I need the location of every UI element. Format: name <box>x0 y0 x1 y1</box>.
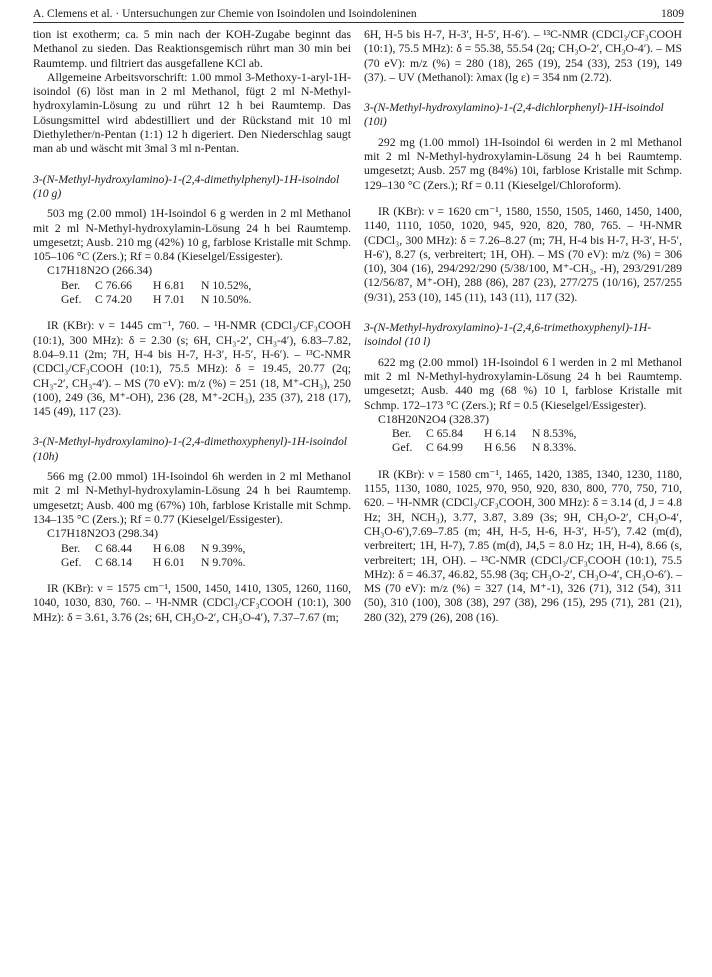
analysis-n: N 10.50%. <box>201 293 252 307</box>
analysis-n: N 9.70%. <box>201 555 246 569</box>
right-column <box>364 28 682 625</box>
analysis-c: C 68.44 <box>95 541 133 555</box>
analysis-label: Ber. <box>392 427 412 441</box>
analysis-c: C 76.66 <box>95 278 133 292</box>
analysis-row-gef <box>33 293 351 307</box>
formula-10h: C17H18N2O3 (298.34) <box>47 527 159 541</box>
analysis-label: Gef. <box>392 441 413 455</box>
paragraph-10l: 622 mg (2.00 mmol) 1H-Isoindol 6 l werden in 2 ml Methanol mit 2 ml N-Methyl-hydroxylamin-Lösung 24 h bei Raumtemp. umgesetzt; Ausb. 440 mg (68 %) 10 l, farblose Kristalle mit Schmp. 172–173 °C (Zers.); Rf = 0.5 (Kieselgel/Essigester). <box>364 355 682 412</box>
heading-10l: 3-(N-Methyl-hydroxylamino)-1-(2,4,6-trimethoxyphenyl)-1H-isoindol (10 l) <box>364 321 652 349</box>
analysis-label: Gef. <box>61 293 82 307</box>
analysis-row-ber <box>364 427 682 441</box>
heading-10i: 3-(N-Methyl-hydroxylamino)-1-(2,4-dichlorphenyl)-1H-isoindol (10i) <box>364 101 664 129</box>
analysis-10l <box>364 427 682 456</box>
analysis-label: Ber. <box>61 541 81 555</box>
analysis-n: N 10.52%, <box>201 278 252 292</box>
paragraph-10h-continuation: 6H, H-5 bis H-7, H-3′, H-5′, H-6′). – ¹³C-NMR (CDCl₃/CF₃COOH (10:1), 75.5 MHz): δ = 55.38, 55.54 (2q; CH₃O-2′, CH₃O-4′). – MS (70 eV): m/z (%) = 280 (18), 265 (19), 254 (33), 253 (19), 149 (37). – UV (Methanol): λmax (lg ε) = 354 nm (2.72). <box>364 28 682 84</box>
formula-10l: C18H20N2O4 (328.37) <box>378 412 490 426</box>
paragraph-10h-spectra: IR (KBr): ν = 1575 cm⁻¹, 1500, 1450, 1410, 1305, 1260, 1160, 1040, 1030, 830, 760. – ¹H-NMR (CDCl₃/CF₃COOH (10:1), 300 MHz): δ = 3.61, 3.76 (2s; 6H, CH₃O-2′, CH₃O-4′), 7.37–7.67 (m; <box>33 582 351 624</box>
analysis-label: Ber. <box>61 278 81 292</box>
formula-10g: C17H18N2O (266.34) <box>47 264 153 278</box>
analysis-h: H 7.01 <box>153 293 185 307</box>
analysis-row-gef <box>364 441 682 455</box>
analysis-h: H 6.08 <box>153 541 185 555</box>
running-title: A. Clemens et al. · Untersuchungen zur Chemie von Isoindolen und Isoindoleninen <box>33 8 417 20</box>
paragraph-10g-spectra: IR (KBr): ν = 1445 cm⁻¹, 760. – ¹H-NMR (CDCl₃/CF₃COOH (10:1), 300 MHz): δ = 2.30 (s; 6H, CH₃-2′, CH₃-4′), 6.83–7.82, 8.04–9.11 (2m; 7H, H-4 bis H-7, H-3′, H-5′, H-6′). – ¹³C-NMR (CDCl₃/CF₃COOH (10:1), 75.5 MHz): δ = 19.45, 20.77 (2q; CH₃-2′, CH₃-4′). – MS (70 eV): m/z (%) = 251 (18, M⁺-CH₃), 250 (100), 249 (36, M⁺-OH), 236 (28, M⁺-2CH₃), 235 (37), 218 (17), 145 (49), 117 (23). <box>33 319 351 419</box>
paragraph-10h: 566 mg (2.00 mmol) 1H-Isoindol 6h werden in 2 ml Methanol mit 2 ml N-Methyl-hydroxylamin-Lösung 24 h bei Raumtemp. umgesetzt; Ausb. 400 mg (67%) 10h, farblose Kristalle mit Schmp. 134–135 °C (Zers.); Rf = 0.77 (Kieselgel/Essigester). <box>33 470 351 526</box>
analysis-c: C 68.14 <box>95 555 133 569</box>
analysis-n: N 9.39%, <box>201 541 246 555</box>
left-column <box>33 28 351 625</box>
analysis-h: H 6.14 <box>484 427 516 441</box>
paragraph-10l-spectra: IR (KBr): ν = 1580 cm⁻¹, 1465, 1420, 1385, 1340, 1230, 1180, 1155, 1130, 1080, 1025, 970, 950, 920, 830, 800, 770, 750, 710, 620. – ¹H-NMR (CDCl₃/CF₃COOH, 300 MHz): δ = 3.14 (d, J = 4.8 Hz; 3H, NCH₃), 3.77, 3.87, 3.89 (3s; 9H, CH₃O-2′, CH₃O-4′, CH₃O-6′),7.69–7.85 (m; 4H, H-5, H-6, H-3′, H-5′), 7.42 (m(d), verbreitert; 1H, H-7), 7.85 (m(d), J4,5 = 8.0 Hz; 1H, H-4), 8.66 (s, verbreitert; 1H, OH). – ¹³C-NMR (CDCl₃/CF₃COOH (10:1), 75.5 MHz): δ = 46.37, 46.82, 55.98 (3q; CH₃O-2′, CH₃O-4′, CH₃O-6′). – MS (70 eV): m/z (%) = 327 (14, M⁺-1), 326 (71), 312 (54), 311 (50), 310 (100), 308 (38), 297 (38), 296 (15), 295 (71), 281 (21), 280 (32), 279 (26), 208 (16). <box>364 467 682 624</box>
page-number: 1809 <box>661 8 684 20</box>
paragraph-general-procedure: Allgemeine Arbeitsvorschrift: 1.00 mmol 3-Methoxy-1-aryl-1H-isoindol (6) löst man in 2 ml Methanol, fügt 2 ml N-Methyl-hydroxylamin-Lösung zu und rührt 12 h bei Raumtemp. Das Lösungsmittel wird abdestilliert und der Rückstand mit 10 ml Diethylether/n-Pentan (1:1) 12 h digeriert. Den Niederschlag saugt man ab und wäscht mit 3mal 3 ml n-Pentan. <box>33 70 351 156</box>
spacer <box>364 193 682 205</box>
page-header <box>33 6 684 22</box>
analysis-10h <box>33 542 351 571</box>
analysis-c: C 65.84 <box>426 427 464 441</box>
analysis-n: N 8.33%. <box>532 441 577 455</box>
analysis-n: N 8.53%, <box>532 427 577 441</box>
analysis-c: C 74.20 <box>95 293 133 307</box>
analysis-c: C 64.99 <box>426 441 464 455</box>
header-rule <box>33 22 684 23</box>
analysis-row-ber <box>33 279 351 293</box>
paragraph-10i: 292 mg (1.00 mmol) 1H-Isoindol 6i werden in 2 ml Methanol mit 2 ml N-Methyl-hydroxylamin-Lösung 24 h bei Raumtemp. umgesetzt; Ausb. 257 mg (84%) 10i, farblose Kristalle mit Schmp. 129–130 °C (Zers.); Rf = 0.11 (Kieselgel/Chloroform). <box>364 135 682 192</box>
analysis-10g <box>33 279 351 308</box>
paragraph-intro: tion ist exotherm; ca. 5 min nach der KOH-Zugabe beginnt das Methanol zu sieden. Das Reaktionsgemisch rührt man 30 min bei Raumtemp. und filtriert das ausgefallene KCl ab. <box>33 28 351 70</box>
analysis-h: H 6.01 <box>153 555 185 569</box>
analysis-row-ber <box>33 542 351 556</box>
analysis-h: H 6.56 <box>484 441 516 455</box>
analysis-h: H 6.81 <box>153 278 185 292</box>
paragraph-10i-spectra: IR (KBr): ν = 1620 cm⁻¹, 1580, 1550, 1505, 1460, 1450, 1400, 1140, 1110, 1050, 1020, 945, 920, 820, 780, 765. – ¹H-NMR (CDCl₃, 300 MHz): δ = 7.26–8.27 (m; 7H, H-4 bis H-7, H-3′, H-5′, H-6′), 8.27 (s, verbreitert; 1H, OH). – MS (70 eV): m/z (%) = 306 (10), 304 (16), 294/292/290 (5/38/100, M⁺-CH₃, -H), 293/291/289 (12/56/87, M⁺-OH), 288 (86), 287 (23), 277/275 (10/16), 257/255 (9/31), 253 (10), 145 (11), 143 (11), 117 (32). <box>364 204 682 304</box>
analysis-label: Gef. <box>61 555 82 569</box>
heading-10g: 3-(N-Methyl-hydroxylamino)-1-(2,4-dimethylphenyl)-1H-isoindol (10 g) <box>33 172 340 200</box>
analysis-row-gef <box>33 556 351 570</box>
heading-10h: 3-(N-Methyl-hydroxylamino)-1-(2,4-dimethoxyphenyl)-1H-isoindol (10h) <box>33 435 348 463</box>
paragraph-10g: 503 mg (2.00 mmol) 1H-Isoindol 6 g werden in 2 ml Methanol mit 2 ml N-Methyl-hydroxylamin-Lösung 24 h bei Raumtemp. umgesetzt; Ausb. 210 mg (42%) 10 g, farblose Kristalle mit Schmp. 105–106 °C (Zers.); Rf = 0.84 (Kieselgel/Essigester). <box>33 207 351 264</box>
